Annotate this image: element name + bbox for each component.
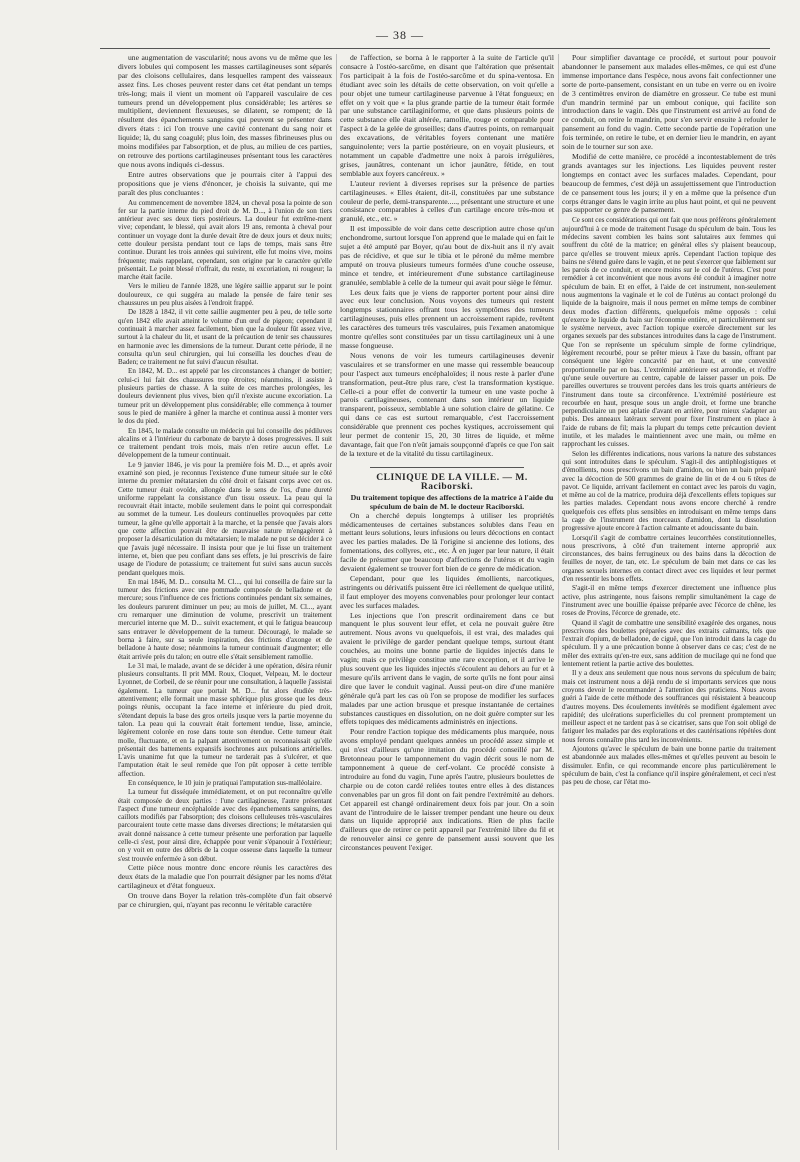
paragraph: Le 9 janvier 1846, je vis pour la première fois M. D..., et après avoir examiné son pied, je reconnus l'existence d'une tumeur située sur le côté interne du premier métatarsien du côté droit et faisant corps avec cet os. Cette tumeur était ovoïde, allongée dans le sens de l'os, d'une dureté uniforme rappelant la consistance d'un tissu osseux. La peau qui la recouvrait était intacte, mobile seulement dans le point qui correspondait au sommet de la tumeur. Les douleurs continuelles provoquées par cette tumeur, la gêne qu'elle apportait à la marche, et la pensée que j'avais alors que cette affection pouvait être de mauvaise nature m'engagèrent à proposer la désarticulation du métatarsien; le malade ne put se décider à ce que j'avais jugé nécessaire. Il insista pour que je lui fisse un traitement interne, et, bien que peu confiant dans ses effets, je lui prescrivis de faire usage de l'iodure de potassium; ce traitement fut suivi sans aucun succès pendant quelques mois. [118,460,332,577]
paragraph: On trouve dans Boyer la relation très-complète d'un fait observé par ce chirurgien, qui, n'ayant pas reconnu le véritable caractère [118,890,332,909]
paragraph: Lorsqu'il s'agit de combattre certaines leucorrhées constitutionnelles, nous prescrivons, à côté d'un traitement interne approprié aux circonstances, des bains ferrugineux ou des bains dans la décoction de feuilles de noyer, de tan, etc. Le spéculum de bain met dans ce cas les organes sexuels internes en contact direct avec ces liquides et leur permet d'en ressentir les bons effets. [562,533,776,584]
paragraph: La tumeur fut disséquée immédiatement, et on put reconnaître qu'elle était composée de deux parties : l'une cartilagineuse, l'autre présentant l'aspect d'une tumeur encéphaloïde avec des épanchements sanguins, des caillots modifiés par l'absorption; des cloisons celluleuses très-vasculaires parcouraient toute cette masse dans diverses directions; le métatarsien qui avait donné naissance à cette tumeur présente une perforation par laquelle celle-ci s'est, pour ainsi dire, échappée pour venir s'épanouir à l'extérieur; on y voit en outre des débris de la coque osseuse dans laquelle la tumeur s'est trouvée enfermée à son début. [118,788,332,863]
column-1 [118,54,332,1150]
paragraph: Entre autres observations que je pourrais citer à l'appui des propositions que je viens d'énoncer, je choisis la suivante, qui me paraît des plus concluantes : [118,169,332,197]
paragraph: Selon les différentes indications, nous varions la nature des substances qui sont introduites dans le spéculum. S'agit-il des antiphlogistiques et d'émollients, nous prescrivons un bain d'amidon, ou bien un bain préparé avec la décoction de 500 grammes de graine de lin et de 4 ou 6 têtes de pavot. Ce liquide, arrivant facilement en contact avec les parois du vagin, et même au col de la matrice, produira déjà d'excellents effets topiques sur les parties malades. Cependant nous avons encore cherché à rendre quelquefois ces effets plus sensibles en introduisant en même temps dans la cage de l'instrument des morceaux d'amidon, dont la dissolution progressive ajoute encore à l'action calmante et adoucissante du bain. [562,449,776,533]
paragraph: S'agit-il en même temps d'exercer directement une influence plus active, plus astringente, nous faisons remplir simultanément la cage de l'instrument avec une bouillie épaisse préparée avec l'écorce de chêne, les roses de Provins, l'écorce de grenade, etc. [562,584,776,618]
paragraph: Cette pièce nous montre donc encore réunis les caractères des deux états de la maladie que l'on pourrait désigner par les noms d'état cartilagineux et d'état fongueux. [118,862,332,890]
paragraph: de l'affection, se borna à le rapporter à la suite de l'article qu'il consacre à l'ostéo-sarcôme, en disant que l'altération que présentait l'os participait à la fois de l'ostéo-sarcôme et du spina-ventosa. En étudiant avec soin les détails de cette observation, on voit qu'elle a pour objet une tumeur cartilagineuse parvenue à l'état fongueux; en effet on y voit que « la plus grande partie de la tumeur était formée par une substance cartilaginiforme, et que dans plusieurs points de cette substance elle était altérée, ramollie, rouge et comparable pour l'aspect à de la gelée de groseilles; dans d'autres points, on remarquait des excavations, de véritables foyers contenant une matière sanguinolente; vers la partie postérieure, on en voyait plusieurs, et notamment un capable d'admettre une noix à parois irrégulières, grises, jaunâtres, contenant un ichor jaunâtre, fétide, en tout semblable aux foyers cancéreux. » [340,54,554,178]
paragraph: Vers le milieu de l'année 1828, une légère saillie apparut sur le point douloureux, ce qui suggéra au malade la pensée de faire tenir ses chaussures un peu plus aisées à l'endroit frappé. [118,282,332,308]
column-3 [562,54,776,1150]
paragraph: Quand il s'agit de combattre une sensibilité exagérée des organes, nous prescrivons des boulettes préparées avec des extraits calmants, tels que l'extrait d'opium, de belladone, de ciguë, que l'on introduit dans la cage du spéculum. Il y a une précaution bonne à observer dans ce cas; c'est de ne mêler des extraits qu'en-tre eux, sans addition de mucilage qui ne fond que lentement retient la partie active des boulettes. [562,618,776,669]
paragraph: Au commencement de novembre 1824, un cheval posa la pointe de son fer sur la partie interne du pied droit de M. D..., à l'union de son tiers antérieur avec ses deux tiers postérieurs. La douleur fut extrême-ment vive; cependant, le blessé, qui avait alors 19 ans, remonta à cheval pour continuer un voyage dont la durée devait être de deux jours et deux nuits; cette douleur persista pendant tout ce laps de temps, mais sans être continue. Durant les trois années qui suivirent, elle fut moins vive, moins fréquente; mais rappelant, cependant, son origine par le caractère qu'elle présentait. Le point blessé n'offrait, du reste, ni excoriation, ni rougeur; la marche était facile. [118,198,332,282]
header-rule [100,48,770,49]
column-divider [336,54,337,1150]
column-divider [558,54,559,1150]
paragraph: En mai 1846, M. D... consulta M. Cl..., qui lui conseilla de faire sur la tumeur des frictions avec une pommade composée de belladone et de mercure; sous l'influence de ces frictions continuées pendant six semaines, les douleurs parurent diminuer un peu; au mois de juillet, M. Cl..., ayant cru remarquer une diminution de volume, prescrivit un traitement mercuriel interne que M. D... suivit exactement, et qui le fatigua beaucoup sans entraver le développement de la tumeur. Découragé, le malade se borna à faire, sur sa seule inspiration, des frictions d'axonge et de belladone à haute dose; néanmoins la tumeur continuait d'augmenter; elle était arrivée près du talon; en outre elle s'était sensiblement ramollie. [118,577,332,661]
paragraph: Ajoutons qu'avec le spéculum de bain une bonne partie du traitement est abandonnée aux malades elles-mêmes et qu'elles peuvent au besoin le dissimuler. Enfin, ce qui recommande encore plus particulièrement le spéculum de bain, c'est la confiance qu'il inspire généralement, et ceci n'est pas peu de chose, car l'état mo- [562,745,776,787]
paragraph: Il y a deux ans seulement que nous nous servons du spéculum de bain; mais cet instrument nous a déjà rendu de si importants services que nous croyons devoir le recommander à l'attention des praticiens. Nous avons guéri à l'aide de cette méthode des souffrances qui résistaient à beaucoup d'autres moyens. Des écoulements invétérés se modifient également avec rapidité; des ulcérations superficielles du col prennent promptement un meilleur aspect et ne tardent pas à se cicatriser, sans que l'on soit obligé de fatiguer les malades par des explorations et des cautérisations répétées dont nous ferons connaître plus tard les inconvénients. [562,669,776,744]
paragraph: Ce sont ces considérations qui ont fait que nous préférons généralement aujourd'hui à ce mode de traitement l'usage du spéculum de bain. Tous les médecins savent combien les bains sont salutaires aux femmes qui souffrent du côté de la matrice; en général elles s'y plaisent beaucoup, parce qu'elles se trouvent mieux après. Cependant l'action topique des bains ne s'étend guère dans le vagin, et ne peut s'exercer que faiblement sur les parois de ce conduit, et encore moins sur le col de l'utérus. C'est pour remédier à cet inconvénient que nous avons été conduit à imaginer notre spéculum de bain. Et en effet, à l'aide de cet instrument, non-seulement nous augmentons la vaginale et le col de l'utérus au contact prolongé du liquide de la baignoire, mais il nous permet en même temps de combiner deux modes d'action différents, quelquefois même opposés : celui qu'exerce le liquide du bain sur l'économie entière, et particulièrement sur le système nerveux, avec l'action topique exercée directement sur les organes sexuels par des substances introduites dans la cage de l'instrument. Que l'on se représente un spéculum simple de forme cylindrique, légèrement recourbé, pour se prêter mieux à l'axe du bassin, offrant par conséquent une légère concavité par en haut, et une convexité proportionnelle par en bas. L'extrémité antérieure est arrondie, et n'offre qu'une seule ouverture au centre, capable de laisser passer un pois. De pareilles ouvertures se trouvent percées dans les trois quarts antérieurs de l'instrument dans toute sa circonférence. L'extrémité postérieure est recourbée en haut, presque sous un angle droit, et forme une branche perpendiculaire un peu aplatie d'avant en arrière, pour mieux s'adapter au pubis. Des anneaux latéraux servent pour fixer l'instrument en place à l'aide de rubans de fil; mais la plupart du temps cette précaution devient inutile, et les malades le maintiennent avec une main, ou même en rapprochant les cuisses. [562,216,776,449]
paragraph: une augmentation de vascularité; nous avons vu de même que les divers lobules qui composent les masses cartilagineuses sont séparés par des cloisons cellulaires, dans lesquelles rampent des vaisseaux assez fins. Les choses peuvent rester dans cet état pendant un temps très-long; mais il vient un moment où l'appareil vasculaire de ces tumeurs prend un développement plus considérable; les artères se multiplient, deviennent flexueuses, se dilatent, se rompent; de là résultent des épanchements sanguins qui peuvent se présenter dans divers états : ici l'on trouve une cavité contenant du sang noir et liquide; là, du sang coagulé; plus loin, des masses fibrineuses plus ou moins modifiées par l'absorption, et de plus, au milieu de ces parties, on retrouve des portions cartilagineuses présentant tous les caractères que nous avons indiqués ci-dessus. [118,54,332,169]
paragraph: On a cherché depuis longtemps à utiliser les propriétés médicamenteuses de certaines substances solubles dans l'eau en mettant leurs solutions, leurs infusions ou leurs décoctions en contact avec les parties malades. De là l'origine si ancienne des lotions, des fomentations, des collyres, etc., etc. À en juger par leur nature, il était facile de présumer que beaucoup d'affections de l'utérus et du vagin devaient également se trouver fort bien de ce genre de médication. [340,510,554,574]
section-divider [370,467,524,468]
page-number: — 38 — [376,28,424,42]
paragraph: Les deux faits que je viens de rapporter portent pour ainsi dire avec eux leur conclusion. Nous voyons des tumeurs qui restent longtemps stationnaires offrant tous les symptômes des tumeurs cartilagineuses, puis elles prennent un accroissement rapide, revêtent les caractères des tumeurs très vasculaires, puis l'examen anatomique montre qu'elles sont constituées par un tissu cartilagineux uni à une masse fongueuse. [340,287,554,350]
paragraph: En conséquence, le 10 juin je pratiquai l'amputation sus-malléolaire. [128,778,322,787]
column-2 [340,54,554,1150]
paragraph: Nous venons de voir les tumeurs cartilagineuses devenir vasculaires et se transformer en une masse qui ressemble beaucoup pour l'aspect aux tumeurs encéphaloïdes; il nous reste à parler d'une transformation, peut-être plus rare, c'est la transformation kystique. Celle-ci a pour effet de convertir la tumeur en une vaste poche à parois cartilagineuses, contenant dans son intérieur un liquide transparent, poisseux, semblable à une solution claire de gélatine. Ce qui dans ce cas est surtout remarquable, c'est l'accroissement considérable que prennent ces poches kystiques, accroissement qui leur permet de contenir 15, 20, 30 litres de liquide, et même davantage, fait que l'on n'eût jamais soupçonné d'après ce que l'on sait de la texture et de la vitalité du tissu cartilagineux. [340,350,554,458]
paragraph: En 1842, M. D... est appelé par les circonstances à changer de bottier; celui-ci lui fait des chaussures trop étroites; néanmoins, il assiste à plusieurs parties de chasse. À la suite de ces marches prolongées, les douleurs deviennent plus vives, bien qu'il n'existe aucune excoriation. La tumeur prit un développement plus considérable; elle commença à tourner sous le pied de manière à gêner la marche et continua aussi à monter vers le dos du pied. [118,367,332,426]
paragraph: Le 31 mai, le malade, avant de se décider à une opération, désira réunir plusieurs consultants. Il prit MM. Roux, Cloquet, Velpeau, M. le docteur Lyonnet, de Corbeil, de se réunir pour une consultation, à laquelle j'assistai également. La tumeur que portait M. D... fut alors étudiée très-attentivement; elle formait une masse sphérique plus grosse que les deux poings réunis, occupant la face interne et inférieure du pied droit, s'étendant depuis la base des gros orteils jusque vers la partie moyenne du talon. La peau qui la couvrait était fortement tendue, lisse, amincie, légèrement colorée en rose dans toute son étendue. Cette tumeur était molle, fluctuante, et en la palpant attentivement on reconnaissait qu'elle présentait des battements expansifs isochrones aux pulsations artérielles. L'avis unanime fut que la tumeur ne tarderait pas à s'ulcérer, et que l'amputation était le seul remède que l'on pût opposer à cette terrible affection. [118,661,332,778]
paragraph: Pour simplifier davantage ce procédé, et surtout pour pouvoir abandonner le pansement aux malades elles-mêmes, ce qui est d'une immense importance dans l'espèce, nous avons fait confectionner une sorte de porte-pansement, consistant en un tube en verre ou en ivoire de 3 centimètres environ de diamètre en grosseur. Ce tube est muni d'un mandrin terminé par un embout conique, qui facilite son introduction dans le vagin. Dès que l'instrument est arrivé au fond de ce conduit, on retire le mandrin, pour s'en servir ensuite à refouler le pansement au fond du vagin. Cette seconde partie de l'opération une fois terminée, on retire le tube, et en dernier lieu le mandrin, en ayant soin de le tourner sur son axe. [562,54,776,152]
paragraph: Modifié de cette manière, ce procédé a incontestablement de très grands avantages sur les injections. Les liquides peuvent rester longtemps en contact avec les surfaces malades. Cependant, pour beaucoup de femmes, c'est déjà un assujettissement que l'introduction de ce pansement tous les jours; il y en a même que la présence d'un corps étranger dans le vagin irrite au plus haut point, et qui ne peuvent pas supporter ce genre de pansement. [562,151,776,215]
paragraph: De 1828 à 1842, il vit cette saillie augmenter peu à peu, de telle sorte qu'en 1842 elle avait atteint le volume d'un œuf de pigeon; cependant il continuait à marcher assez facilement, bien que la douleur fût assez vive, surtout à la chaleur du lit, et usant de la précaution de tenir ses chaussures en harmonie avec les dimensions de la tumeur. Durant cette période, il ne consulta qu'un seul chirurgien, qui lui conseilla les douches d'eau de Baden; ce traitement ne fut suivi d'aucun résultat. [118,308,332,367]
paragraph: Les injections que l'on prescrit ordinairement dans ce but manquent le plus souvent leur effet, et cela ne pouvait guère être autrement. Nous avons vu quelquefois, il est vrai, des malades qui avaient le privilège de garder pendant quelque temps, surtout étant couchées, au moins une bonne partie de liquides injectés dans le vagin; mais ce privilège constitue une rare exception, et il arrive le plus souvent que les liquides injectés s'écoulent au dehors au fur et à mesure qu'ils arrivent dans le vagin, de sorte qu'ils ne font pour ainsi dire que laver le conduit vaginal. Aussi peut-on dire d'une manière générale qu'à part les cas où l'on se propose de modifier les surfaces malades par une action brusque et presque instantanée de certaines substances caustiques en dissolution, on ne doit guère compter sur les effets topiques des médicaments administrés en injections. [340,610,554,727]
paragraph: Il est impossible de voir dans cette description autre chose qu'un enchondrome, surtout lorsque l'on apprend que le malade qui en fait le sujet a été amputé par Boyer, qu'au bout de dix-huit ans il n'y avait pas de récidive, et que sur le tibia et le péroné du même membre amputé on trouva plusieurs tumeurs formées d'une couche osseuse, mince et tendre, et intérieurement d'une substance cartilagineuse granulée, semblable à celle de la tumeur qui avait pour siège le fémur. [340,224,554,287]
paragraph: Cependant, pour que les liquides émollients, narcotiques, astringents ou dérivatifs puissent être ici réellement de quelque utilité, il faut employer des moyens convenables pour prolonger leur contact avec les surfaces malades. [340,573,554,610]
section-title: CLINIQUE DE LA VILLE. — M. Raciborski. [376,472,528,492]
section-subtitle: Du traitement topique des affections de la matrice à l'aide du spéculum de bain de M. le docteur Raciborski. [350,492,554,511]
paragraph: Pour rendre l'action topique des médicaments plus marquée, nous avons employé pendant quelques années un procédé assez simple et qui n'est d'ailleurs qu'une imitation du procédé conseillé par M. Bretonneau pour le tamponnement du vagin décrit sous le nom de tamponnement à queue de cerf-volant. Ce procédé consiste à introduire au fond du vagin, l'une après l'autre, plusieurs boulettes de charpie ou de coton cardé reliées toutes entre elles à des distances convenables par un gros fil dont on fait pendre l'extrémité au dehors. Cet appareil est changé ordinairement deux fois par jour. On a soin avant de l'introduire de le laisser tremper pendant une heure ou deux dans un liquide approprié aux indications. Rien de plus facile d'ailleurs que de retirer ce petit appareil par l'extrémité libre du fil et de renouveler ainsi ce genre de pansement aussi souvent que les circonstances peuvent l'exiger. [340,727,554,853]
paragraph: En 1845, le malade consulte un médecin qui lui conseille des pédiluves alcalins et à l'intérieur du carbonate de baryte à doses progressives. Il suit ce traitement pendant trois mois, mais n'en retire aucun effet. Le développement de la tumeur continuait. [118,426,332,460]
paragraph: L'auteur revient à diverses reprises sur la présence de parties cartilagineuses. « Elles étaient, dit-il, constituées par une substance couleur de perle, demi-transparente....., présentant une structure et une consistance comparables à celles d'un cartilage encore très-mou et granulé, etc., etc. » [340,178,554,224]
